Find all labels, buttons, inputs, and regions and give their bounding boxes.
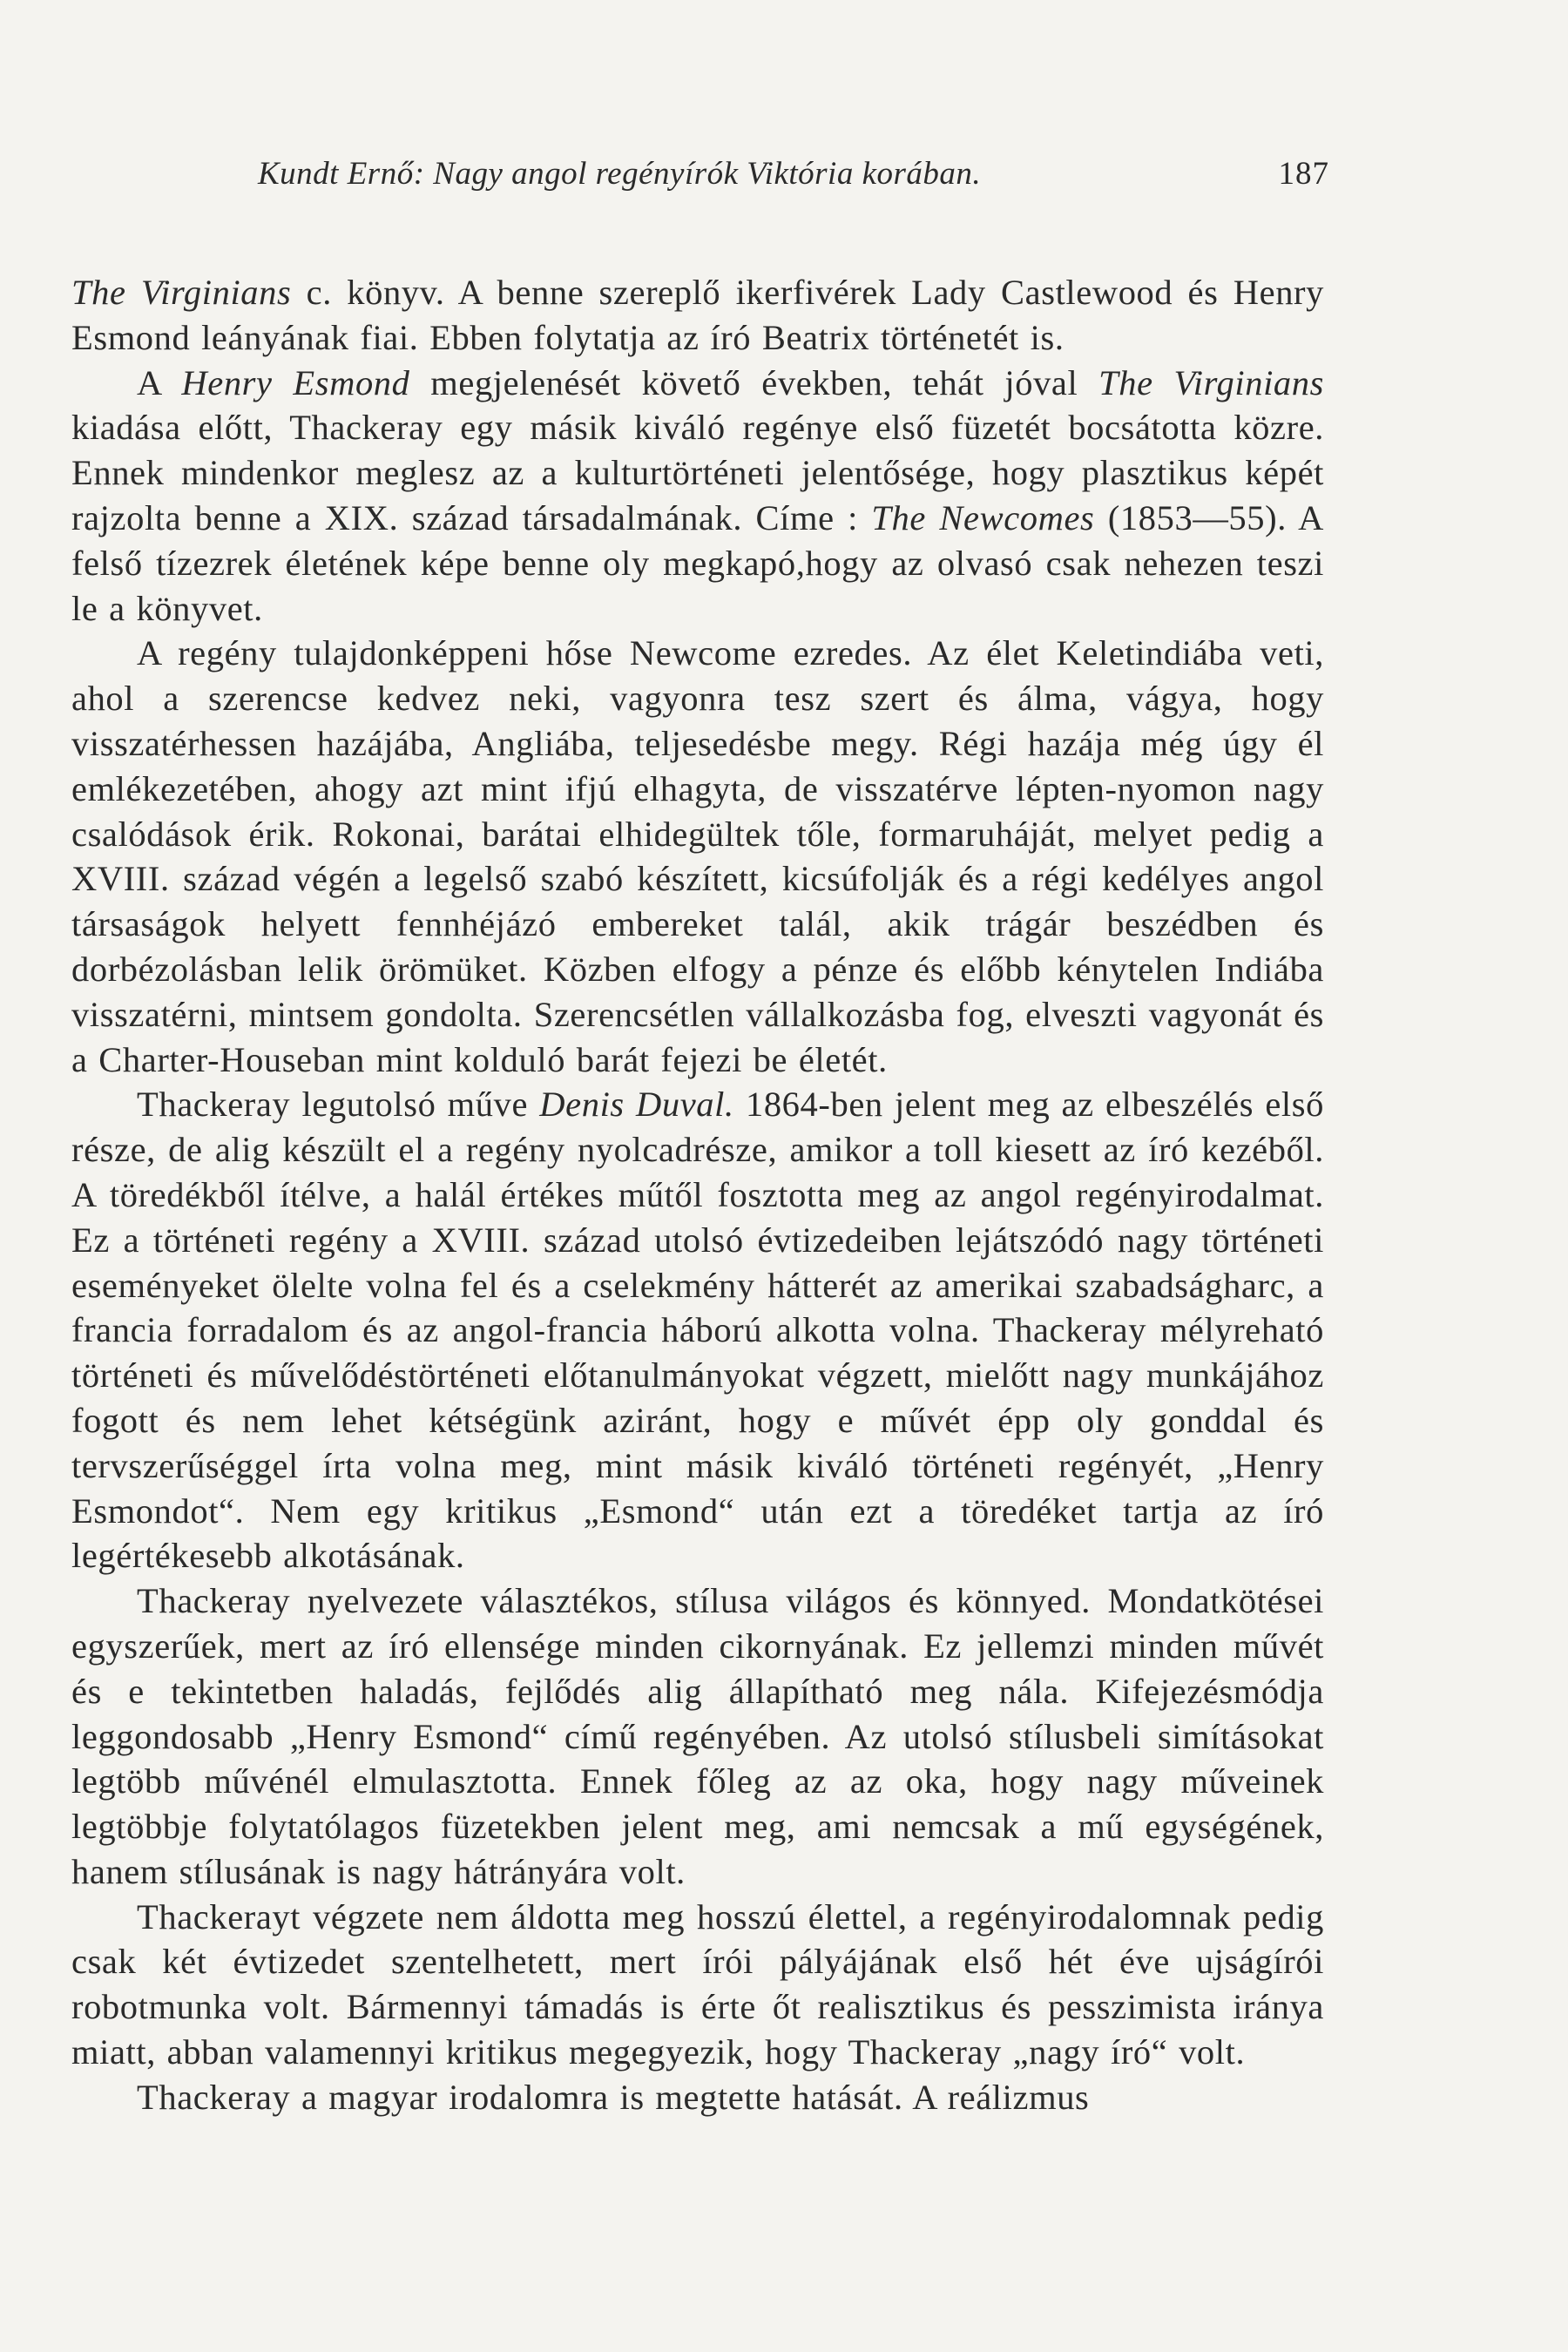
running-title: Kundt Ernő: Nagy angol regényírók Viktória korában. xyxy=(258,156,982,192)
paragraph-3-text: A regény tulajdonképpeni hőse Newcome ezredes. Az élet Keletindiába veti, ahol a szerencse kedvez neki, vagyonra tesz szert és álma, vágya, hogy visszatérhessen hazájába, Angliába, teljesedésbe megy. Régi hazája még úgy él emlékezetében, ahogy azt mint ifjú elhagyta, de visszatérve lépten-nyomon nagy csalódások érik. Rokonai, barátai elhidegültek tőle, formaruháját, melyet pedig a XVIII. század végén a legelső szabó készített, kicsúfolják és a régi kedélyes angol társaságok helyett fennhéjázó embereket talál, akik trágár beszédben és dorbézolásban lelik örömüket. Közben elfogy a pénze és előbb kénytelen Indiába visszatérni, mintsem gondolta. Szerencsétlen vállalkozásba fog, elveszti vagyonát és a Charter-Houseban mint kolduló barát fejezi be életét. xyxy=(71,633,1324,1079)
paragraph-4-text: 1864-ben jelent meg az elbeszélés első része, de alig készült el a regény nyolcadrésze, amikor a toll kiesett az író kezéből. A töredékből ítélve, a halál értékes műtől fosztotta meg az angol regényirodalmat. Ez a történeti regény a XVIII. század utolsó évtizedeiben lejátszódó nagy történeti eseményeket ölelte volna fel és a cselekmény hátterét az amerikai szabadságharc, a francia forradalom és az angol-francia háború alkotta volna. Thackeray mélyreható történeti és művelődéstörténeti előtanulmányokat végzett, mielőtt nagy munkájához fogott és nem lehet kétségünk aziránt, hogy e művét épp oly gonddal és tervszerűséggel írta volna meg, mint másik kiváló történeti regényét, „Henry Esmondot“. Nem egy kritikus „Esmond“ után ezt a töredéket tartja az író legértékesebb alkotásának. xyxy=(71,1085,1324,1576)
paragraph-1-text: The Virginians xyxy=(71,273,292,312)
paragraph-3 xyxy=(71,631,1324,1082)
paragraph-4-text: Denis Duval. xyxy=(539,1085,734,1125)
paragraph-2-text: megjelenését követő években, tehát jóval xyxy=(409,362,1099,402)
paragraph-2 xyxy=(71,361,1324,632)
paragraph-6 xyxy=(71,1895,1324,2075)
page-number: 187 xyxy=(1278,156,1329,192)
paragraph-5-text: Thackeray nyelvezete választékos, stílusa világos és könnyed. Mondatkötései egyszerűek, mert az író ellensége minden cikornyának. Ez jellemzi minden művét és e tekintetben haladás, fejlődés alig állapítható meg nála. Kifejezésmódja leggondosabb „Henry Esmond“ című regényében. Az utolsó stílusbeli simításokat legtöbb művénél elmulasztotta. Ennek főleg az az oka, hogy nagy műveinek legtöbbje folytatólagos füzetekben jelent meg, ami nemcsak a mű egységének, hanem stílusának is nagy hátrányára volt. xyxy=(71,1581,1324,1891)
running-head xyxy=(258,155,1329,207)
paragraph-7 xyxy=(71,2075,1324,2120)
paragraph-2-text: (1853—55). A felső tízezrek életének képe benne oly megkapó,hogy az olvasó csak nehezen teszi le a könyvet. xyxy=(71,497,1324,628)
paragraph-2-text: The Newcomes xyxy=(871,497,1095,537)
paragraph-5 xyxy=(71,1578,1324,1895)
paragraph-6-text: Thackerayt végzete nem áldotta meg hosszú élettel, a regényirodalomnak pedig csak két évtizedet szentelhetett, mert írói pályájának első hét éve ujságírói robotmunka volt. Bármennyi támadás is érte őt realisztikus és pesszimista iránya miatt, abban valamennyi kritikus megegyezik, hogy Thackeray „nagy író“ volt. xyxy=(71,1896,1324,2072)
body-text xyxy=(71,270,1324,2120)
paragraph-7-text: Thackeray a magyar irodalomra is megtette hatását. A reálizmus xyxy=(137,2077,1090,2117)
paragraph-4 xyxy=(71,1082,1324,1578)
paragraph-2-text: The Virginians xyxy=(1098,362,1324,402)
paragraph-2-text: A xyxy=(137,362,182,402)
paragraph-2-text: kiadása előtt, Thackeray egy másik kiváló regénye első füzetét bocsátotta közre. Ennek mindenkor meglesz az a kulturtörténeti jelentősége, hogy plasztikus képét rajzolta benne a XIX. század társadalmának. Címe : xyxy=(71,408,1324,537)
paragraph-1 xyxy=(71,270,1324,361)
paragraph-4-text: Thackeray legutolsó műve xyxy=(137,1085,540,1125)
paragraph-2-text: Henry Esmond xyxy=(181,362,410,402)
paragraph-1-text: c. könyv. A benne szereplő ikerfivérek Lady Castlewood és Henry Esmond leányának fiai. Ebben folytatja az író Beatrix történetét is. xyxy=(71,273,1324,357)
